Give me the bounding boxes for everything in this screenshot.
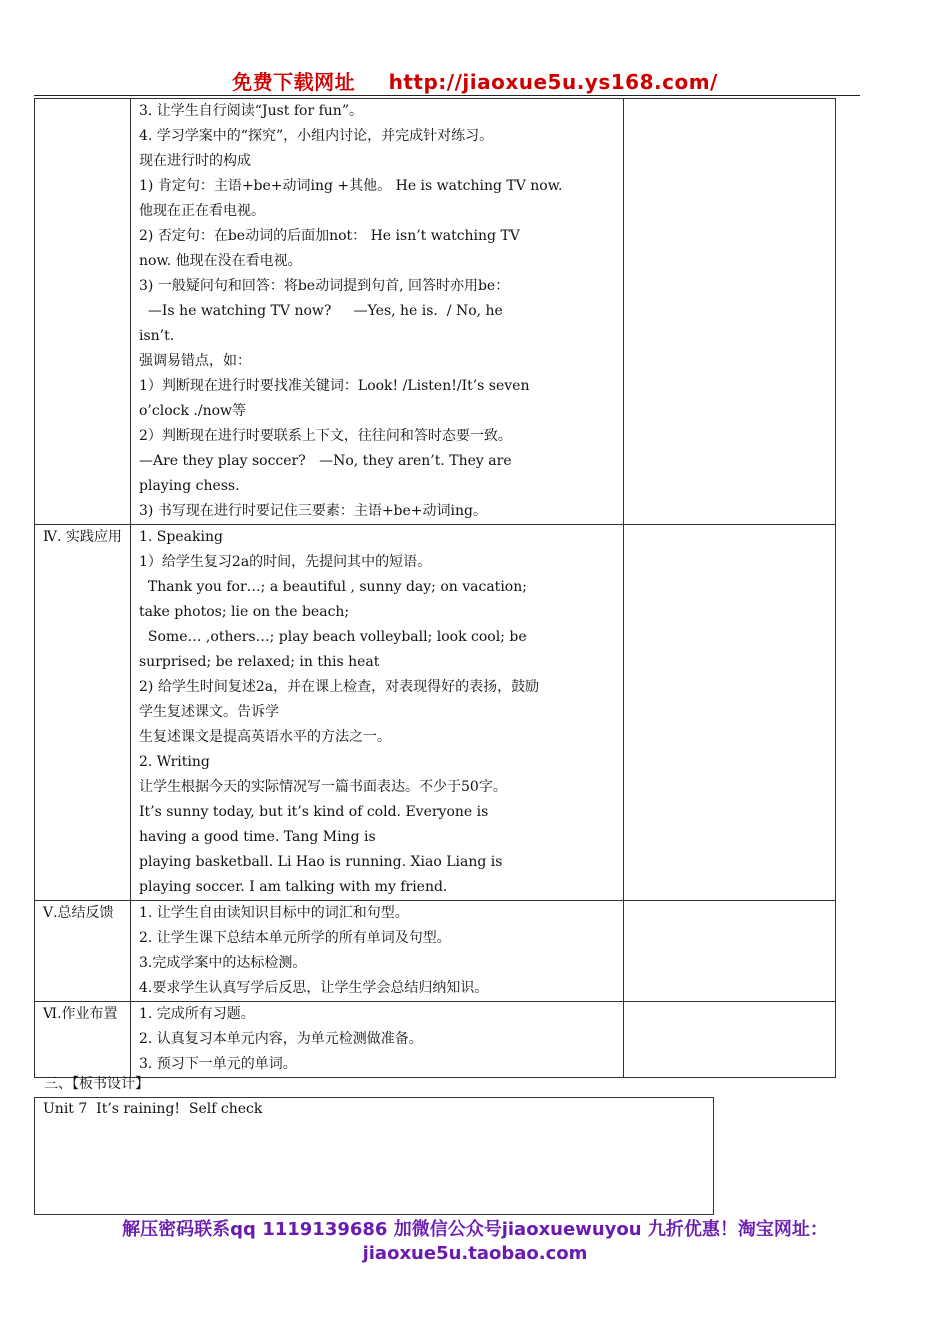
activity-line: 2. Writing bbox=[139, 754, 210, 770]
activity-line: playing chess. bbox=[139, 478, 240, 494]
notes-cell bbox=[624, 99, 836, 525]
activity-line: 3. 预习下一单元的单词。 bbox=[139, 1056, 297, 1072]
notes-cell bbox=[624, 901, 836, 1002]
activity-line: 2）判断现在进行时要联系上下文，往往问和答时态要一致。 bbox=[139, 428, 512, 444]
activity-line: isn’t. bbox=[139, 328, 175, 344]
board-design-content: Unit 7 It’s raining! Self check bbox=[43, 1101, 263, 1117]
activity-line: 学生复述课文。告诉学 bbox=[139, 704, 279, 720]
activity-line: 1. 完成所有习题。 bbox=[139, 1006, 255, 1022]
activity-cell bbox=[131, 525, 624, 901]
footer-line-1: 解压密码联系qq 1119139686 加微信公众号jiaoxuewuyou 九折优惠！淘宝网址： bbox=[122, 1219, 828, 1240]
site-footer bbox=[0, 1218, 950, 1266]
activity-line: 2. 让学生课下总结本单元所学的所有单词及句型。 bbox=[139, 930, 451, 946]
site-header bbox=[0, 66, 950, 95]
activity-line: having a good time. Tang Ming is bbox=[139, 829, 376, 845]
activity-line: 1. Speaking bbox=[139, 529, 223, 545]
activity-line: 3.完成学案中的达标检测。 bbox=[139, 955, 307, 971]
activity-line: 1. 让学生自由读知识目标中的词汇和句型。 bbox=[139, 905, 409, 921]
notes-cell bbox=[624, 525, 836, 901]
activity-line: Thank you for…; a beautiful , sunny day; on vacation; bbox=[139, 579, 527, 595]
header-url-link[interactable]: http://jiaoxue5u.ys168.com/ bbox=[388, 70, 718, 94]
stage-cell bbox=[35, 99, 131, 525]
activity-line: 现在进行时的构成 bbox=[139, 153, 251, 169]
activity-line: 让学生根据今天的实际情况写一篇书面表达。不少于50字。 bbox=[139, 779, 507, 795]
activity-line: 2) 否定句：在be动词的后面加not： He isn’t watching TV bbox=[139, 228, 520, 244]
activity-line: 4.要求学生认真写学后反思，让学生学会总结归纳知识。 bbox=[139, 980, 489, 996]
activity-line: —Are they play soccer? —No, they aren’t. They are bbox=[139, 453, 512, 469]
activity-line: o’clock ./now等 bbox=[139, 403, 246, 419]
footer-line-2: jiaoxue5u.taobao.com bbox=[362, 1243, 588, 1264]
activity-line: 生复述课文是提高英语水平的方法之一。 bbox=[139, 729, 391, 745]
table-row bbox=[35, 99, 836, 525]
stage-cell: Ⅳ. 实践应用 bbox=[35, 525, 131, 901]
header-label: 免费下载网址 bbox=[232, 70, 356, 94]
activity-line: 1）给学生复习2a的时间，先提问其中的短语。 bbox=[139, 554, 432, 570]
table-row bbox=[35, 901, 836, 1002]
activity-line: playing basketball. Li Hao is running. Xiao Liang is bbox=[139, 854, 503, 870]
activity-line: take photos; lie on the beach; bbox=[139, 604, 350, 620]
activity-line: 3) 一般疑问句和回答：将be动词提到句首, 回答时亦用be： bbox=[139, 278, 510, 294]
activity-line: playing soccer. I am talking with my friend. bbox=[139, 879, 448, 895]
activity-line: 2) 给学生时间复述2a，并在课上检查，对表现得好的表扬，鼓励 bbox=[139, 679, 540, 695]
notes-cell bbox=[624, 1002, 836, 1078]
board-design-box bbox=[34, 1097, 714, 1215]
activity-line: 2. 认真复习本单元内容，为单元检测做准备。 bbox=[139, 1031, 423, 1047]
activity-cell bbox=[131, 99, 624, 525]
activity-line: 4. 学习学案中的“探究”，小组内讨论，并完成针对练习。 bbox=[139, 128, 494, 144]
activity-line: surprised; be relaxed; in this heat bbox=[139, 654, 380, 670]
activity-line: It’s sunny today, but it’s kind of cold. Everyone is bbox=[139, 804, 489, 820]
table-row bbox=[35, 525, 836, 901]
activity-line: Some… ,others…; play beach volleyball; look cool; be bbox=[139, 629, 527, 645]
header-rule bbox=[34, 95, 860, 96]
activity-line: —Is he watching TV now? —Yes, he is. / No, he bbox=[139, 303, 503, 319]
stage-cell: Ⅴ.总结反馈 bbox=[35, 901, 131, 1002]
activity-line: 3. 让学生自行阅读“Just for fun”。 bbox=[139, 103, 363, 119]
lesson-plan-table bbox=[34, 98, 836, 1078]
activity-line: 他现在正在看电视。 bbox=[139, 203, 265, 219]
activity-line: now. 他现在没在看电视。 bbox=[139, 253, 302, 269]
activity-cell bbox=[131, 1002, 624, 1078]
activity-line: 3) 书写现在进行时要记住三要素：主语+be+动词ing。 bbox=[139, 503, 487, 519]
stage-cell: Ⅵ.作业布置 bbox=[35, 1002, 131, 1078]
activity-cell bbox=[131, 901, 624, 1002]
table-row bbox=[35, 1002, 836, 1078]
activity-line: 1) 肯定句：主语+be+动词ing +其他。 He is watching TV now. bbox=[139, 178, 563, 194]
activity-line: 1）判断现在进行时要找准关键词：Look! /Listen!/It’s seven bbox=[139, 378, 530, 394]
board-design-heading: 三、【板书设计】 bbox=[44, 1076, 149, 1092]
activity-line: 强调易错点，如： bbox=[139, 353, 251, 369]
